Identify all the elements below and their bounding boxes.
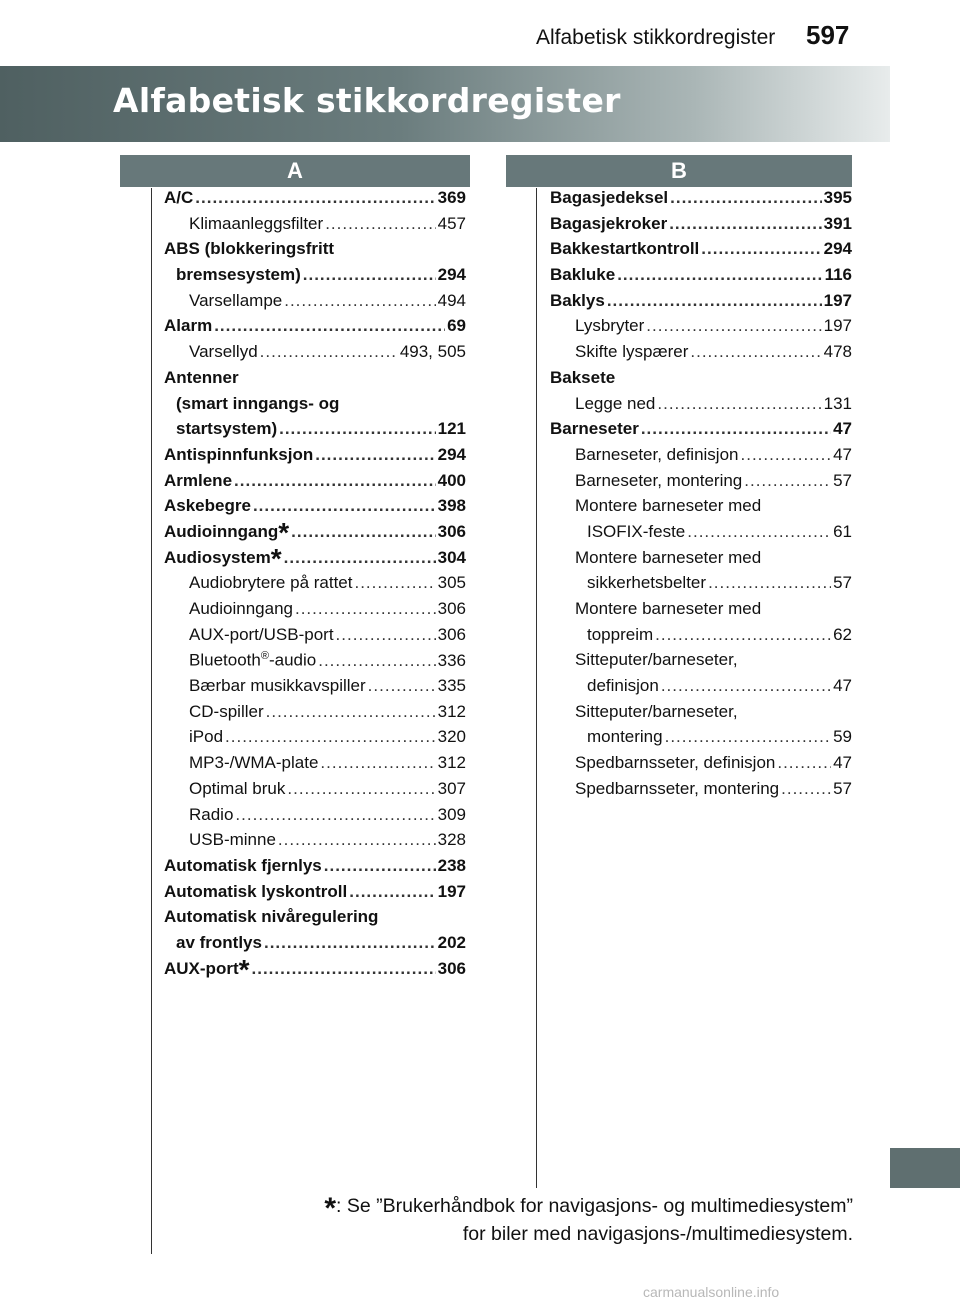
index-entry-text: Legge ned (575, 393, 656, 413)
section-header-b: B (506, 155, 852, 187)
leader-dots (670, 188, 821, 208)
leader-dots (278, 830, 436, 850)
index-entry (164, 265, 466, 291)
index-entry (164, 953, 466, 985)
index-entry-page: 494 (437, 290, 466, 310)
index-column-b (550, 188, 852, 805)
index-entry (164, 471, 466, 497)
index-entry-text: Spedbarnsseter, montering (575, 778, 780, 798)
index-entry (164, 830, 466, 856)
leader-dots (195, 188, 435, 208)
index-entry-page: 121 (437, 419, 466, 439)
index-entry-text: Antenner (164, 367, 239, 387)
index-entry-page: 57 (833, 573, 852, 593)
leader-dots (295, 599, 436, 619)
index-entry-text: A/C (164, 188, 194, 207)
index-entry-page: 294 (437, 444, 466, 464)
index-entry (550, 394, 852, 420)
footnote-marker: * (324, 1192, 337, 1225)
index-entry-text: Spedbarnsseter, definisjon (575, 753, 776, 773)
leader-dots (368, 676, 436, 696)
index-entry-page: 47 (833, 676, 852, 696)
index-entry-text: Sitteputer/barneseter, (575, 701, 738, 721)
leader-dots (741, 445, 832, 465)
index-entry-text: Bagasjekroker (550, 213, 668, 233)
left-divider (151, 188, 152, 1254)
footnote-line-2: for biler med navigasjons-/multimediesystem. (462, 1223, 853, 1245)
page-number: 597 (806, 20, 850, 50)
index-entry-text: toppreim (587, 624, 654, 644)
index-entry-page: 305 (437, 573, 466, 593)
index-entry-text: USB-minne (189, 830, 276, 850)
index-entry (164, 188, 466, 214)
index-entry (550, 239, 852, 265)
index-entry (550, 445, 852, 471)
leader-dots (665, 727, 831, 747)
index-entry-page: 238 (437, 855, 466, 875)
leader-dots (235, 805, 435, 825)
index-entry-page: 197 (823, 290, 852, 310)
index-entry (550, 727, 852, 753)
index-entry-text: iPod (189, 727, 224, 747)
leader-dots (320, 753, 435, 773)
index-entry (550, 419, 852, 445)
index-entry-page: 307 (437, 778, 466, 798)
index-entry-text: Bluetooth®-audio (189, 650, 317, 671)
leader-dots (646, 316, 821, 336)
leader-dots (701, 239, 821, 259)
index-entry (164, 445, 466, 471)
index-entry-text: Bærbar musikkavspiller (189, 676, 366, 696)
index-entry-page: 306 (437, 599, 466, 618)
index-entry-text: Barneseter (550, 419, 639, 439)
leader-dots (690, 342, 821, 362)
leader-dots (284, 291, 435, 311)
index-entry-text: Alarm (164, 316, 213, 336)
index-entry-page: 395 (823, 188, 852, 207)
index-entry-text: Bakluke (550, 265, 616, 285)
leader-dots (336, 625, 436, 645)
leader-dots (708, 573, 831, 593)
index-entry (550, 650, 852, 676)
leader-dots (266, 702, 436, 722)
index-entry (550, 265, 852, 291)
index-entry (550, 471, 852, 497)
index-entry-page: 47 (833, 753, 852, 773)
leader-dots (303, 265, 436, 285)
leader-dots (325, 214, 435, 234)
section-header-a: A (120, 155, 470, 187)
leader-dots (318, 651, 435, 671)
index-entry (164, 882, 466, 908)
leader-dots (291, 522, 435, 542)
index-entry (164, 650, 466, 676)
index-entry (550, 676, 852, 702)
leader-dots (234, 471, 436, 491)
index-entry-page: 131 (823, 393, 852, 413)
index-entry-text: ISOFIX-feste (587, 521, 686, 541)
index-entry-text: sikkerhetsbelter (587, 573, 707, 593)
index-entry (550, 702, 852, 728)
index-entry-text: CD-spiller (189, 701, 264, 721)
leader-dots (324, 856, 436, 876)
index-entry (550, 625, 852, 651)
leader-dots (253, 496, 436, 516)
index-entry (164, 625, 466, 651)
index-entry-text: Barneseter, montering (575, 470, 743, 490)
leader-dots (284, 548, 436, 568)
index-entry-page: 47 (833, 419, 852, 439)
leader-dots (225, 727, 436, 747)
index-entry-text: av frontlys (176, 932, 262, 952)
index-entry-page: 398 (437, 496, 466, 516)
index-entry-page: 306 (437, 624, 466, 644)
index-entry (550, 291, 852, 317)
index-entry-page: 320 (437, 727, 466, 747)
index-entry-page: 202 (437, 932, 466, 952)
index-entry-text: montering (587, 727, 663, 747)
index-entry-page: 369 (437, 188, 466, 207)
index-entry-text: Baksete (550, 367, 616, 387)
index-entry (164, 516, 466, 548)
index-entry-page: 400 (437, 470, 466, 490)
leader-dots (607, 291, 822, 311)
index-entry-page: 335 (437, 676, 466, 696)
index-entry-text: MP3-/WMA-plate (189, 753, 319, 773)
index-entry-page: 312 (437, 753, 466, 773)
index-entry-page: 69 (447, 316, 466, 336)
footnote-star-marker: * (278, 516, 290, 548)
index-entry-page: 306 (437, 521, 466, 541)
index-entry (164, 907, 466, 933)
index-entry-text: bremsesystem) (176, 265, 301, 285)
index-entry-text: Radio (189, 804, 234, 824)
index-entry-text: Klimaanleggsfilter (189, 213, 324, 233)
index-entry (164, 419, 466, 445)
index-entry (550, 599, 852, 625)
index-entry (164, 779, 466, 805)
index-entry-page: 309 (437, 804, 466, 824)
index-entry-text: definisjon (587, 676, 659, 696)
index-entry-text: Bagasjedeksel (550, 188, 669, 207)
index-entry (164, 753, 466, 779)
index-entry-text: Optimal bruk (189, 778, 286, 798)
index-entry-page: 328 (437, 830, 466, 850)
index-entry-text: Skifte lyspærer (575, 342, 689, 362)
index-entry (164, 933, 466, 959)
index-entry (550, 368, 852, 394)
leader-dots (252, 959, 436, 979)
index-entry-page: 478 (823, 342, 852, 362)
leader-dots (687, 522, 831, 542)
page-title: Alfabetisk stikkordregister (113, 81, 621, 120)
index-entry-text: Bakkestartkontroll (550, 239, 700, 259)
footnote-star-marker: * (270, 542, 282, 574)
index-entry (164, 727, 466, 753)
running-header-title: Alfabetisk stikkordregister (536, 26, 776, 49)
index-entry (164, 368, 466, 394)
index-entry-text: Sitteputer/barneseter, (575, 650, 738, 670)
index-entry-text: Montere barneseter med (575, 496, 762, 516)
index-entry-text: ABS (blokkeringsfritt (164, 239, 335, 259)
index-entry-text: Montere barneseter med (575, 547, 762, 567)
index-entry-text: Antispinnfunksjon (164, 444, 314, 464)
leader-dots (744, 471, 831, 491)
index-entry (164, 342, 466, 368)
leader-dots (354, 573, 435, 593)
index-entry (550, 188, 852, 214)
index-entry-text: startsystem) (176, 419, 278, 439)
index-entry-page: 312 (437, 701, 466, 721)
chapter-side-tab (890, 1148, 960, 1188)
index-entry (550, 214, 852, 240)
index-entry-text: Montere barneseter med (575, 599, 762, 618)
index-entry-page: 57 (833, 778, 852, 798)
index-entry (164, 599, 466, 625)
index-entry-page: 116 (824, 265, 852, 285)
index-entry-page: 61 (833, 521, 852, 541)
index-entry-text: Automatisk nivåregulering (164, 907, 379, 927)
index-entry (164, 291, 466, 317)
watermark: carmanualsonline.info (643, 1284, 780, 1300)
index-entry-page: 391 (823, 213, 852, 233)
leader-dots (657, 394, 821, 414)
leader-dots (279, 419, 436, 439)
footnote-star-marker: * (238, 953, 250, 985)
index-column-a (164, 188, 466, 984)
leader-dots (287, 779, 435, 799)
leader-dots (641, 419, 831, 439)
index-entry-text: Lysbryter (575, 316, 645, 336)
leader-dots (617, 265, 822, 285)
index-entry-page: 294 (437, 265, 466, 285)
index-entry (164, 805, 466, 831)
leader-dots (655, 625, 831, 645)
index-entry (164, 316, 466, 342)
index-entry-page: 59 (833, 727, 852, 747)
index-entry-page: 304 (437, 547, 466, 567)
index-entry-page: 57 (833, 470, 852, 490)
index-entry-text: Automatisk fjernlys (164, 855, 322, 875)
index-entry (550, 779, 852, 805)
index-entry-text: Askebegre (164, 496, 251, 516)
index-entry (164, 573, 466, 599)
index-entry-text: Audiosystem* (164, 542, 282, 574)
index-entry-page: 47 (833, 444, 852, 464)
leader-dots (315, 445, 435, 465)
index-entry-page: 197 (437, 881, 466, 901)
index-entry (164, 496, 466, 522)
index-entry-page: 336 (437, 651, 466, 671)
index-entry (164, 542, 466, 574)
index-entry-text: Baklys (550, 290, 605, 310)
index-entry-text: Audiobrytere på rattet (189, 573, 353, 593)
index-entry-text: Audioinngang (189, 599, 293, 618)
index-entry-page: 306 (437, 958, 466, 978)
leader-dots (264, 933, 436, 953)
index-entry-page: 62 (833, 624, 852, 644)
index-entry (550, 522, 852, 548)
leader-dots (781, 779, 831, 799)
index-entry-text: Barneseter, definisjon (575, 444, 739, 464)
index-entry-page: 197 (823, 316, 852, 336)
index-entry-text: Audioinngang* (164, 516, 290, 548)
index-entry (164, 702, 466, 728)
index-entry-page: 493, 505 (399, 342, 466, 362)
index-entry-text: (smart inngangs- og (176, 393, 340, 413)
leader-dots (260, 342, 398, 362)
index-entry (550, 548, 852, 574)
leader-dots (777, 753, 831, 773)
leader-dots (214, 316, 445, 336)
leader-dots (349, 882, 435, 902)
index-entry-text: AUX-port* (164, 953, 250, 985)
footnote-line-1: : Se ”Brukerhåndbok for navigasjons- og multimediesystem” (336, 1195, 853, 1217)
index-entry-text: Varsellyd (189, 342, 258, 362)
index-entry (164, 239, 466, 265)
index-entry (550, 342, 852, 368)
index-entry-text: Varsellampe (189, 290, 283, 310)
index-entry (164, 214, 466, 240)
index-entry-page: 457 (437, 213, 466, 233)
index-entry-text: Automatisk lyskontroll (164, 881, 348, 901)
index-entry (550, 753, 852, 779)
index-entry (550, 496, 852, 522)
index-entry (164, 676, 466, 702)
footnote (240, 1192, 853, 1248)
index-entry-text: Armlene (164, 470, 233, 490)
index-entry (164, 856, 466, 882)
index-entry (550, 316, 852, 342)
index-entry-text: AUX-port/USB-port (189, 624, 334, 644)
index-entry (164, 394, 466, 420)
index-entry (550, 573, 852, 599)
leader-dots (661, 676, 831, 696)
column-divider (536, 188, 537, 1188)
leader-dots (669, 214, 821, 234)
index-entry-page: 294 (823, 239, 852, 259)
